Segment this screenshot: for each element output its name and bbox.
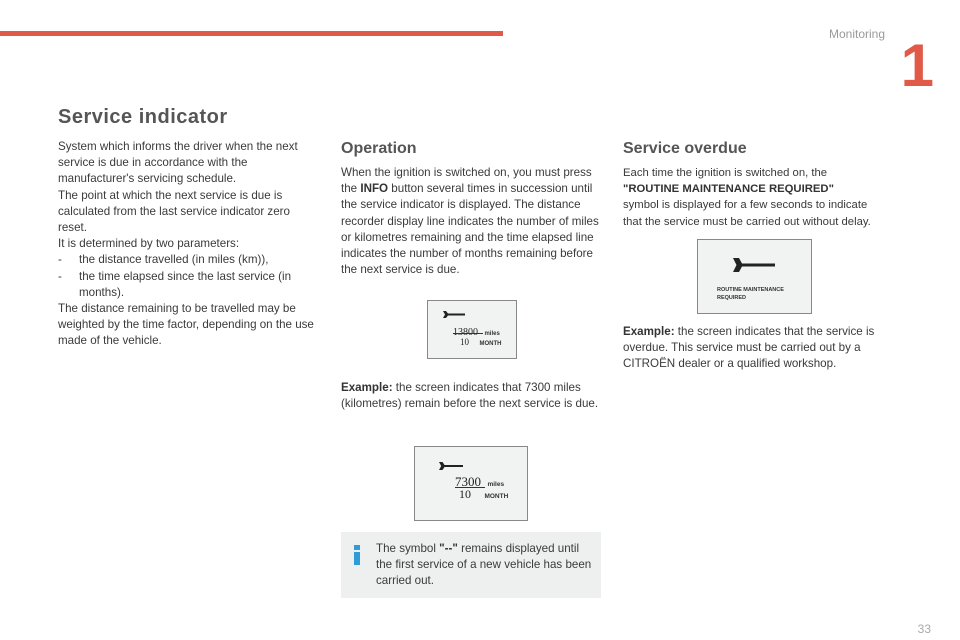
distance-unit: miles — [487, 481, 505, 488]
info-note — [341, 532, 601, 598]
info-button-name: INFO — [360, 182, 389, 196]
example-label: Example: — [341, 381, 393, 394]
intro-paragraph: It is determined by two parameters: — [58, 237, 240, 251]
example-label: Example: — [623, 325, 675, 338]
screen-message-line1: ROUTINE MAINTENANCE — [717, 287, 784, 293]
page-title: Service indicator — [58, 106, 228, 128]
operation-text: When the ignition is switched on, you must press the INFO button several times in succession until the service indicator is displayed. The distance recorder display line indicates the number of miles or kilometres remaining and the time elapsed line indicates the number of months remaining before the next service is due. — [341, 166, 599, 277]
months-value: 10 — [459, 487, 471, 501]
months-value: 10 — [460, 337, 469, 347]
page-number: 33 — [917, 622, 931, 636]
maintenance-message: "ROUTINE MAINTENANCE REQUIRED" — [623, 183, 834, 196]
months-line — [459, 485, 527, 503]
wrench-icon — [439, 461, 463, 471]
dash-symbol: "--" — [439, 542, 458, 555]
screen-message-line2: REQUIRED — [717, 295, 747, 301]
intro-paragraph: System which informs the driver when the next service is due in accordance with the manufacturer's servicing schedule. — [58, 140, 298, 186]
info-icon — [353, 545, 361, 565]
section-title: Monitoring — [828, 27, 885, 41]
overdue-example: Example: the screen indicates that the service is overdue. This service must be carried out by a CITROËN dealer or a qualified workshop. — [623, 325, 875, 371]
months-unit: MONTH — [479, 341, 502, 347]
overdue-text: Each time the ignition is switched on, the "ROUTINE MAINTENANCE REQUIRED" symbol is displayed for a few seconds to indicate that the service must be carried out without delay. — [623, 165, 888, 230]
intro-paragraph: The distance remaining to be travelled may be weighted by the time factor, depending on the use made of the vehicle. — [58, 302, 314, 348]
service-screen-13800 — [427, 300, 517, 359]
list-item: - the time elapsed since the last service (in months). — [58, 269, 292, 299]
operation-heading: Operation — [341, 140, 417, 157]
chapter-number: 1 — [900, 32, 934, 99]
service-screen-7300 — [414, 446, 528, 521]
distance-unit: miles — [484, 331, 500, 337]
routine-maintenance-screen — [697, 239, 812, 314]
list-item: - the distance travelled (in miles (km)), — [58, 253, 269, 267]
intro-text — [58, 139, 316, 350]
intro-paragraph: The point at which the next service is due is calculated from the last service indicator zero reset. — [58, 188, 290, 235]
distance-value: 13800 — [453, 327, 478, 338]
note-text: The symbol "--" remains displayed until the first service of a new vehicle has been carried out. — [376, 542, 592, 588]
operation-example: Example: the screen indicates that 7300 miles (kilometres) remain before the next service is due. — [341, 381, 599, 411]
wrench-icon — [733, 257, 775, 273]
distance-value: 7300 — [455, 474, 481, 489]
header-accent-bar — [0, 31, 503, 36]
wrench-icon — [443, 310, 465, 319]
service-overdue-heading: Service overdue — [623, 140, 747, 157]
months-unit: MONTH — [484, 493, 509, 500]
months-line — [460, 332, 516, 350]
